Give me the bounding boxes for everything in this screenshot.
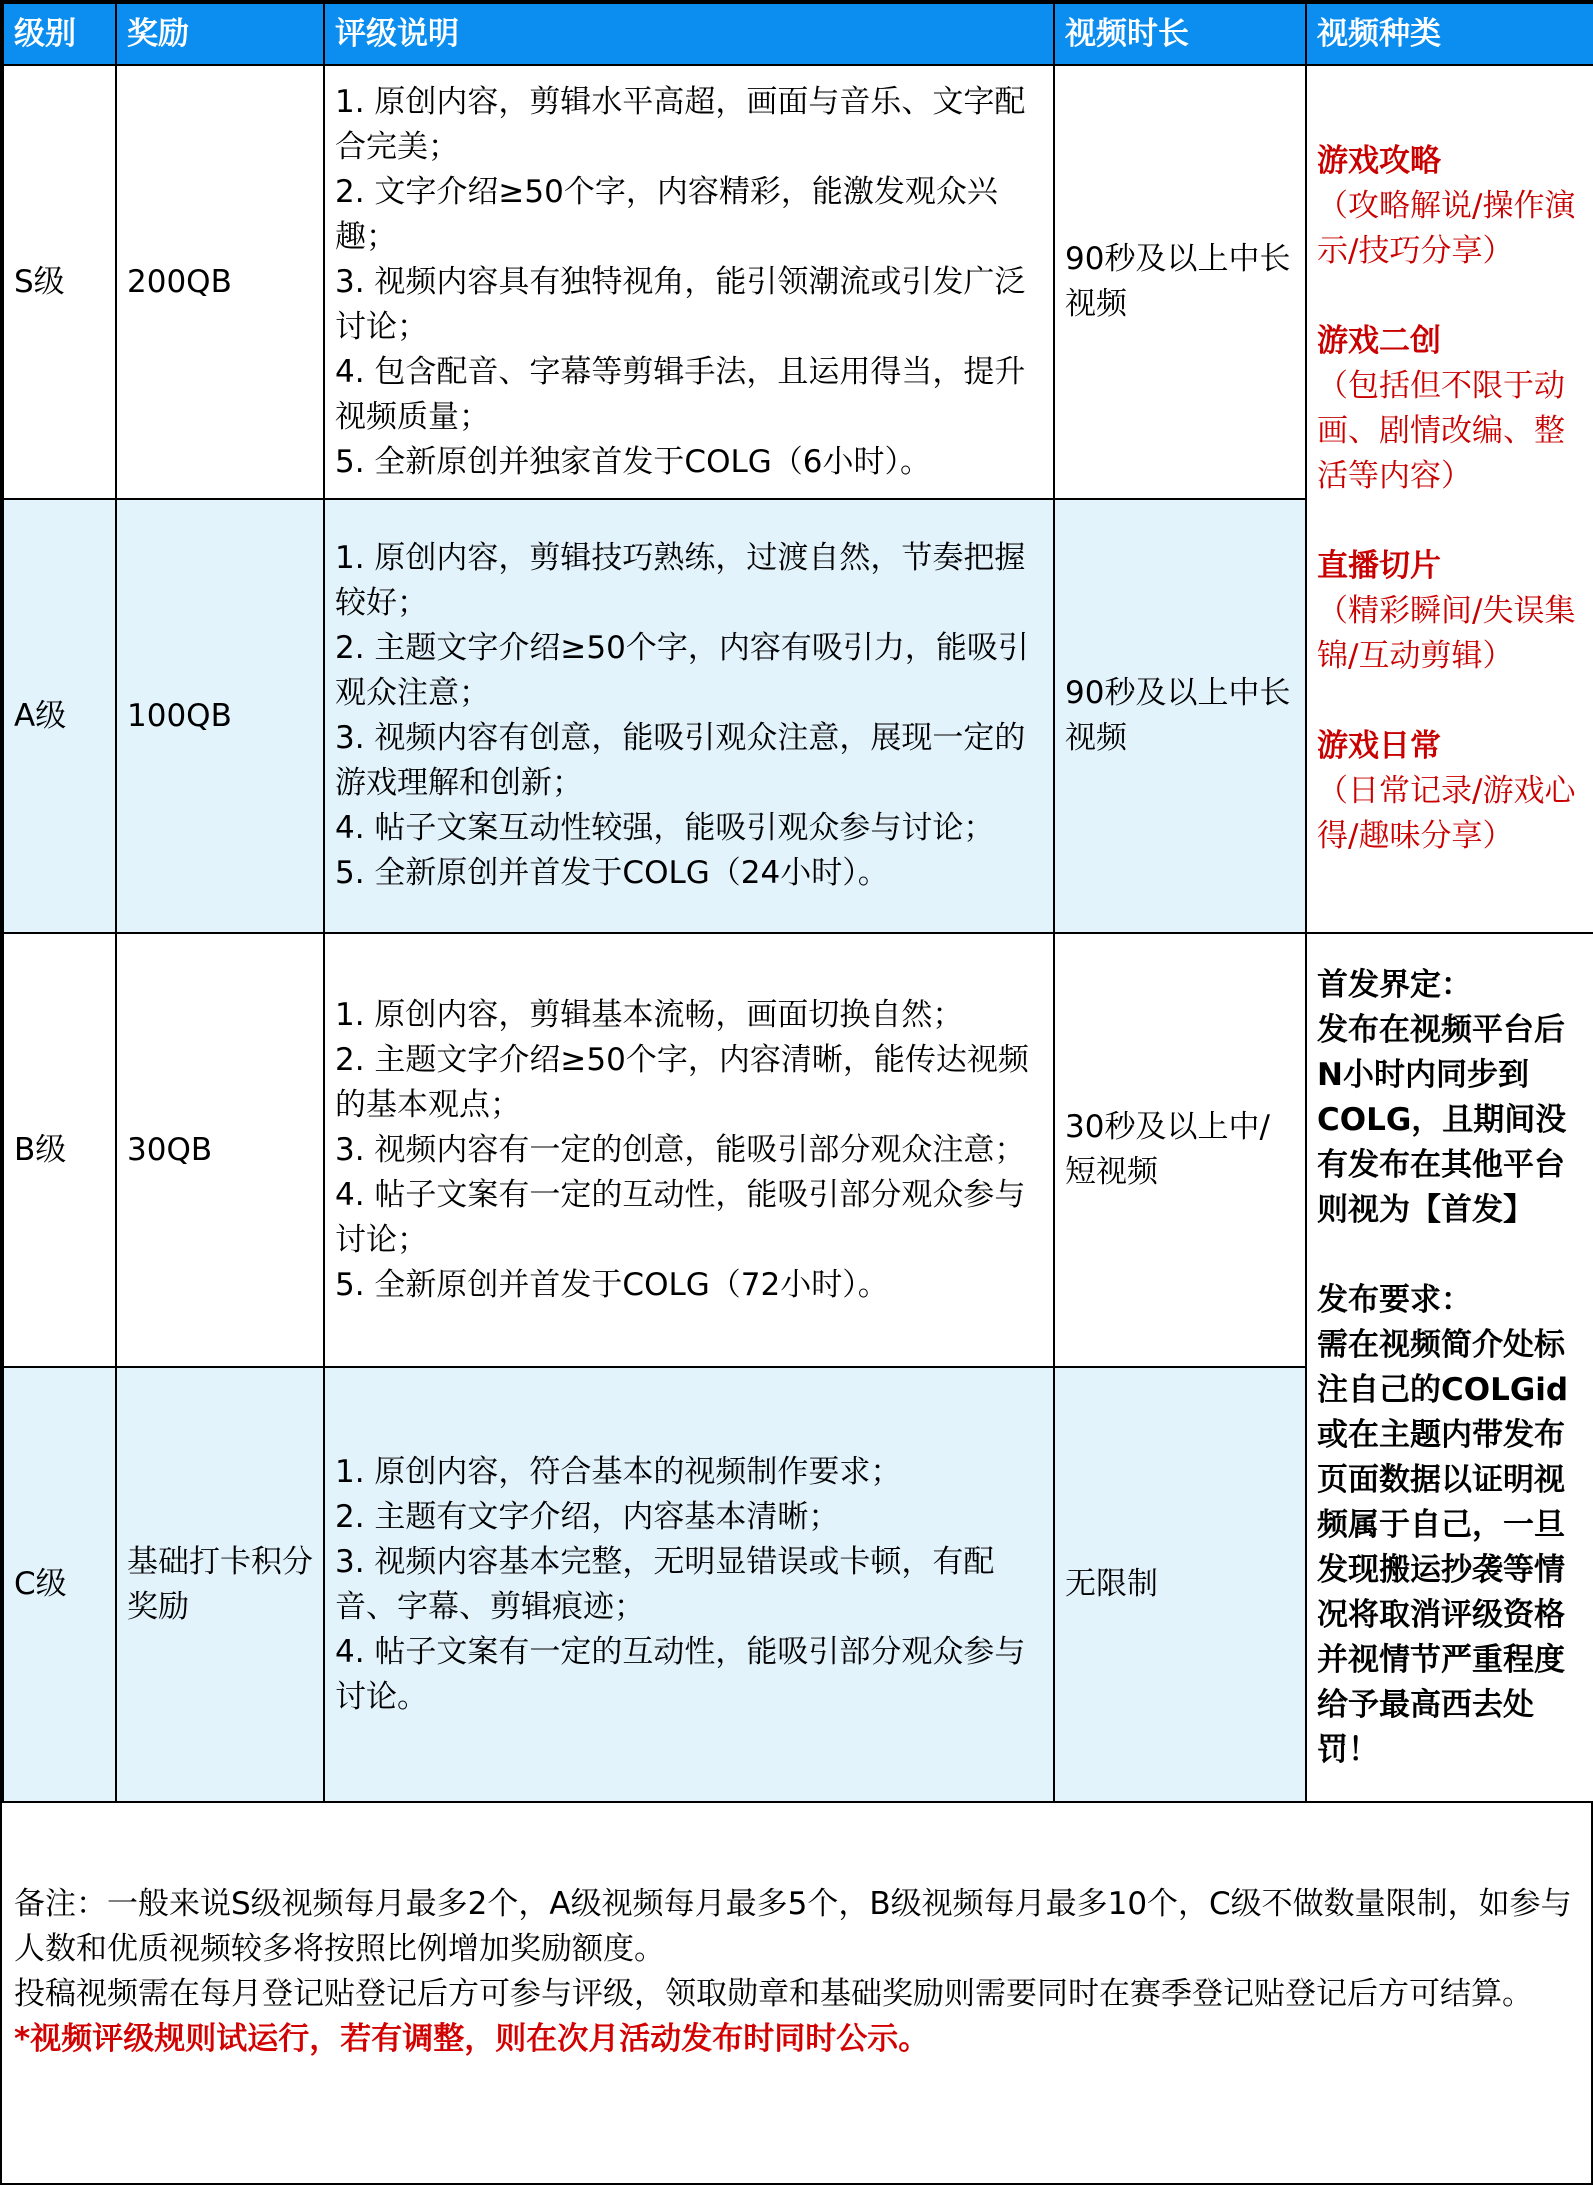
- footer-note-trial: *视频评级规则试运行，若有调整，则在次月活动发布时同时公示。: [14, 2021, 930, 2057]
- level-cell: B级: [3, 933, 116, 1367]
- criteria-item: 1. 原创内容，剪辑技巧熟练，过渡自然，节奏把握较好；: [335, 540, 1026, 621]
- category-desc: （日常记录/游戏心得/趣味分享）: [1317, 773, 1576, 854]
- video-categories-cell: [1306, 65, 1593, 933]
- category-item: [1317, 724, 1585, 859]
- criteria-item: 3. 视频内容具有独特视角，能引领潮流或引发广泛讨论；: [335, 263, 1026, 345]
- criteria-item: 1. 原创内容，剪辑基本流畅，画面切换自然；: [335, 996, 964, 1033]
- table-row-b: [3, 933, 1593, 1367]
- criteria-item: 5. 全新原创并独家首发于COLG（6小时）。: [335, 443, 931, 480]
- criteria-item: 5. 全新原创并首发于COLG（24小时）。: [335, 855, 889, 891]
- duration-cell: 90秒及以上中长视频: [1054, 499, 1306, 933]
- category-desc: （攻略解说/操作演示/技巧分享）: [1317, 188, 1576, 269]
- category-item: [1317, 544, 1585, 679]
- category-desc: （包括但不限于动画、剧情改编、整活等内容）: [1317, 368, 1565, 494]
- criteria-cell: [324, 65, 1054, 499]
- criteria-item: 1. 原创内容，符合基本的视频制作要求；: [335, 1453, 902, 1490]
- criteria-item: 2. 主题有文字介绍，内容基本清晰；: [335, 1498, 840, 1535]
- category-desc: （精彩瞬间/失误集锦/互动剪辑）: [1317, 593, 1576, 674]
- criteria-item: 1. 原创内容，剪辑水平高超，画面与音乐、文字配合完美；: [335, 83, 1026, 165]
- header-reward: 奖励: [116, 3, 324, 65]
- duration-cell: 90秒及以上中长视频: [1054, 65, 1306, 499]
- level-cell: C级: [3, 1367, 116, 1802]
- reward-cell: 30QB: [116, 933, 324, 1367]
- criteria-item: 5. 全新原创并首发于COLG（72小时）。: [335, 1266, 889, 1303]
- header-duration: 视频时长: [1054, 3, 1306, 65]
- rules-notes-cell: [1306, 933, 1593, 1802]
- criteria-item: 2. 主题文字介绍≥50个字，内容有吸引力，能吸引观众注意；: [335, 630, 1029, 711]
- publish-requirement-text: 需在视频简介处标注自己的COLGid或在主题内带发布页面数据以证明视频属于自己，一旦发现搬运抄袭等情况将取消评级资格并视情节严重程度给予最高西去处罚！: [1317, 1326, 1569, 1768]
- criteria-item: 3. 视频内容有一定的创意，能吸引部分观众注意；: [335, 1131, 1026, 1168]
- table-header-row: [3, 3, 1593, 65]
- reward-cell: 200QB: [116, 65, 324, 499]
- category-item: [1317, 319, 1585, 499]
- category-title: 游戏日常: [1317, 728, 1441, 764]
- criteria-cell: [324, 1367, 1054, 1802]
- footer-note-registration: 投稿视频需在每月登记贴登记后方可参与评级，领取勋章和基础奖励则需要同时在赛季登记贴登记后方可结算。: [14, 1976, 1533, 2012]
- category-item: [1317, 139, 1585, 274]
- criteria-cell: [324, 499, 1054, 933]
- criteria-item: 4. 帖子文案有一定的互动性，能吸引部分观众参与讨论。: [335, 1633, 1026, 1715]
- first-release-title: 首发界定：: [1317, 966, 1472, 1003]
- criteria-cell: [324, 933, 1054, 1367]
- criteria-item: 2. 主题文字介绍≥50个字，内容清晰，能传达视频的基本观点；: [335, 1041, 1029, 1123]
- publish-requirement-note: [1317, 1278, 1585, 1773]
- footer-notes: [14, 1882, 1581, 2062]
- reward-cell: 100QB: [116, 499, 324, 933]
- criteria-item: 4. 帖子文案有一定的互动性，能吸引部分观众参与讨论；: [335, 1176, 1026, 1258]
- category-title: 直播切片: [1317, 548, 1441, 584]
- level-cell: A级: [3, 499, 116, 933]
- table-row-s: [3, 65, 1593, 499]
- category-title: 游戏二创: [1317, 323, 1441, 359]
- first-release-text: 发布在视频平台后N小时内同步到COLG，且期间没有发布在其他平台则视为【首发】: [1317, 1011, 1567, 1228]
- rating-table: [2, 2, 1593, 1803]
- reward-cell: 基础打卡积分奖励: [116, 1367, 324, 1802]
- criteria-item: 4. 包含配音、字幕等剪辑手法，且运用得当，提升视频质量；: [335, 353, 1026, 435]
- header-criteria: 评级说明: [324, 3, 1054, 65]
- criteria-item: 4. 帖子文案互动性较强，能吸引观众参与讨论；: [335, 810, 995, 846]
- header-category: 视频种类: [1306, 3, 1593, 65]
- first-release-note: [1317, 963, 1585, 1233]
- header-level: 级别: [3, 3, 116, 65]
- criteria-item: 3. 视频内容有创意，能吸引观众注意，展现一定的游戏理解和创新；: [335, 720, 1026, 801]
- category-title: 游戏攻略: [1317, 143, 1441, 179]
- criteria-item: 3. 视频内容基本完整，无明显错误或卡顿，有配音、字幕、剪辑痕迹；: [335, 1543, 995, 1625]
- level-cell: S级: [3, 65, 116, 499]
- criteria-item: 2. 文字介绍≥50个字，内容精彩，能激发观众兴趣；: [335, 173, 998, 255]
- duration-cell: 无限制: [1054, 1367, 1306, 1802]
- footer-note-limits: 备注：一般来说S级视频每月最多2个，A级视频每月最多5个，B级视频每月最多10个，C级不做数量限制，如参与人数和优质视频较多将按照比例增加奖励额度。: [14, 1886, 1572, 1967]
- publish-requirement-title: 发布要求：: [1317, 1281, 1472, 1318]
- duration-cell: 30秒及以上中/短视频: [1054, 933, 1306, 1367]
